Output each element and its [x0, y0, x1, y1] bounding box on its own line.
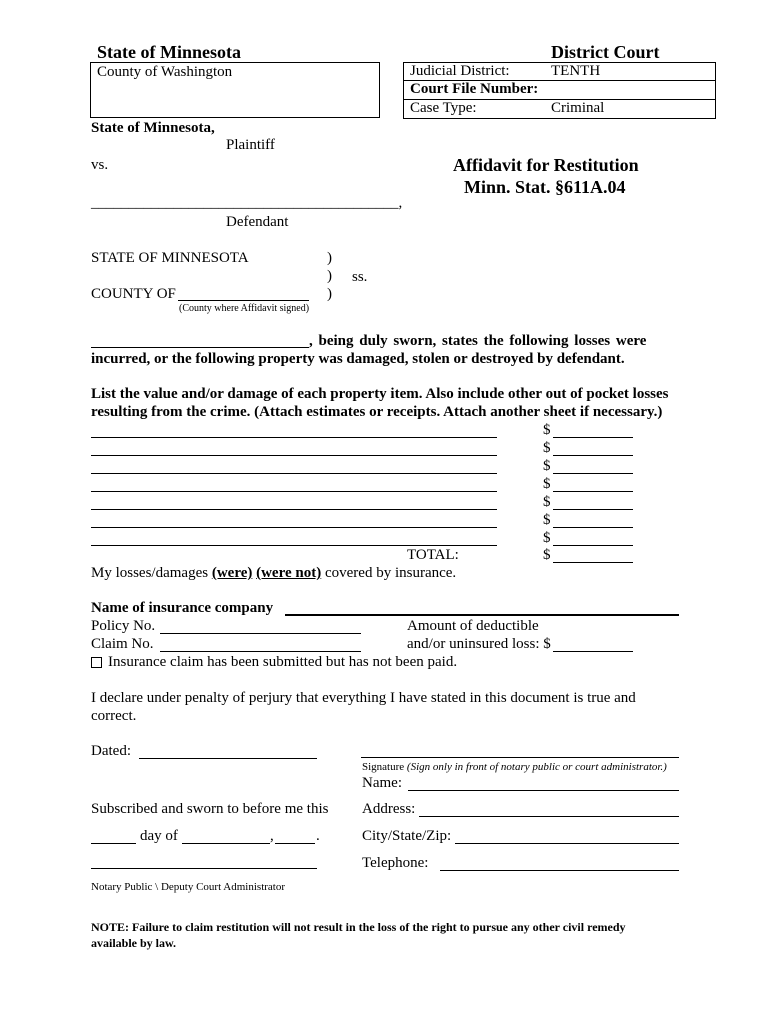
notary-day-input[interactable] — [91, 843, 136, 844]
city-state-zip-label: City/State/Zip: — [362, 828, 452, 844]
claim-label: Claim No. — [91, 636, 154, 652]
dollar-sign: $ — [543, 440, 551, 456]
city-state-zip-input[interactable] — [455, 843, 679, 844]
case-type-value: Criminal — [551, 100, 605, 116]
insurance-company-input[interactable] — [285, 614, 679, 616]
court-heading: District Court — [551, 42, 660, 62]
were-option[interactable]: (were) — [211, 565, 253, 581]
dollar-sign: $ — [543, 547, 551, 563]
declaration-line-2: correct. — [91, 708, 137, 724]
affiant-name-input[interactable] — [91, 347, 309, 348]
insurance-company-label: Name of insurance company — [91, 600, 274, 616]
dollar-sign: $ — [543, 458, 551, 474]
claim-submitted-label: Insurance claim has been submitted but has not been paid. — [108, 654, 458, 670]
instructions-line-1: List the value and/or damage of each property item. Also include other out of pocket losses — [91, 386, 669, 402]
defendant-line[interactable]: _________________________________________, — [91, 195, 403, 211]
loss-item-input[interactable] — [91, 545, 497, 546]
venue-county-note: (County where Affidavit signed) — [179, 303, 310, 314]
vs-label: vs. — [91, 157, 109, 173]
loss-amount-input[interactable] — [553, 491, 633, 492]
deductible-label: Amount of deductible — [407, 618, 539, 634]
loss-amount-input[interactable] — [553, 473, 633, 474]
sworn-line-2: incurred, or the following property was damaged, stolen or destroyed by defendant. — [91, 351, 625, 367]
telephone-label: Telephone: — [362, 855, 429, 871]
plaintiff-name: State of Minnesota, — [91, 120, 215, 136]
judicial-district-label: Judicial District: — [410, 63, 510, 79]
name-input[interactable] — [408, 790, 679, 791]
claim-submitted-row — [91, 654, 457, 671]
plaintiff-label: Plaintiff — [226, 137, 275, 153]
signature-input[interactable] — [361, 757, 679, 758]
instructions-line-2: resulting from the crime. (Attach estimates or receipts. Attach another sheet if necessary.) — [91, 404, 663, 420]
policy-input[interactable] — [160, 633, 361, 634]
loss-item-input[interactable] — [91, 455, 497, 456]
day-of-label: day of — [140, 828, 178, 844]
address-input[interactable] — [419, 816, 679, 817]
address-label: Address: — [362, 801, 416, 817]
loss-item-input[interactable] — [91, 491, 497, 492]
claim-submitted-checkbox[interactable] — [91, 657, 102, 668]
loss-amount-input[interactable] — [553, 509, 633, 510]
coverage-prefix: My losses/damages — [91, 565, 212, 581]
telephone-input[interactable] — [440, 870, 679, 871]
case-type-label: Case Type: — [410, 100, 477, 116]
loss-amount-input[interactable] — [553, 455, 633, 456]
dollar-sign: $ — [543, 476, 551, 492]
deductible-input[interactable] — [553, 651, 633, 652]
loss-item-input[interactable] — [91, 527, 497, 528]
signature-note: (Sign only in front of notary public or court administrator.) — [406, 761, 667, 773]
loss-amount-input[interactable] — [553, 545, 633, 546]
loss-amount-input[interactable] — [553, 527, 633, 528]
date-period: . — [316, 828, 320, 844]
venue-paren: ) — [327, 286, 332, 302]
defendant-label: Defendant — [226, 214, 289, 230]
county-name: County of Washington — [97, 64, 233, 80]
insurance-coverage-statement — [91, 565, 456, 582]
venue-county-input[interactable] — [178, 300, 309, 301]
dollar-sign: $ — [543, 422, 551, 438]
dated-label: Dated: — [91, 743, 131, 759]
county-box — [90, 62, 380, 118]
dollar-sign: $ — [543, 512, 551, 528]
coverage-suffix: covered by insurance. — [321, 565, 457, 581]
loss-amount-input[interactable] — [553, 437, 633, 438]
venue-state: STATE OF MINNESOTA — [91, 250, 249, 266]
loss-item-input[interactable] — [91, 509, 497, 510]
dollar-sign: $ — [543, 494, 551, 510]
subscribed-label: Subscribed and sworn to before me this — [91, 801, 329, 817]
notary-label: Notary Public \ Deputy Court Administrator — [91, 881, 286, 893]
sworn-line-1: , being duly sworn, states the following losses were — [309, 333, 647, 349]
venue-paren: ) — [327, 268, 332, 284]
claim-input[interactable] — [160, 651, 361, 652]
policy-label: Policy No. — [91, 618, 156, 634]
uninsured-loss-label: and/or uninsured loss: $ — [407, 636, 551, 652]
signature-label: Signature — [362, 761, 405, 773]
court-file-label: Court File Number: — [410, 81, 539, 97]
dated-input[interactable] — [139, 758, 317, 759]
notary-year-input[interactable] — [275, 843, 315, 844]
total-amount-input[interactable] — [553, 562, 633, 563]
notary-signature-input[interactable] — [91, 868, 317, 869]
note-line-1: NOTE: Failure to claim restitution will not result in the loss of the right to pursue any other civil remedy — [91, 920, 626, 934]
name-label: Name: — [362, 775, 402, 791]
signature-caption — [362, 761, 667, 773]
case-info-box — [403, 62, 716, 119]
loss-item-input[interactable] — [91, 437, 497, 438]
judicial-district-value: TENTH — [551, 63, 601, 79]
statute-reference: Minn. Stat. §611A.04 — [464, 177, 626, 197]
affidavit-title: Affidavit for Restitution — [453, 155, 639, 175]
notary-month-input[interactable] — [182, 843, 270, 844]
venue-paren: ) — [327, 250, 332, 266]
loss-item-input[interactable] — [91, 473, 497, 474]
were-not-option[interactable]: (were not) — [256, 565, 322, 581]
venue-county-label: COUNTY OF — [91, 286, 176, 302]
total-label: TOTAL: — [407, 547, 459, 563]
date-comma: , — [270, 828, 274, 844]
note-line-2: available by law. — [91, 936, 177, 950]
state-heading: State of Minnesota — [97, 42, 241, 62]
declaration-line-1: I declare under penalty of perjury that everything I have stated in this document is true and — [91, 690, 636, 706]
venue-ss: ss. — [352, 269, 368, 285]
dollar-sign: $ — [543, 530, 551, 546]
